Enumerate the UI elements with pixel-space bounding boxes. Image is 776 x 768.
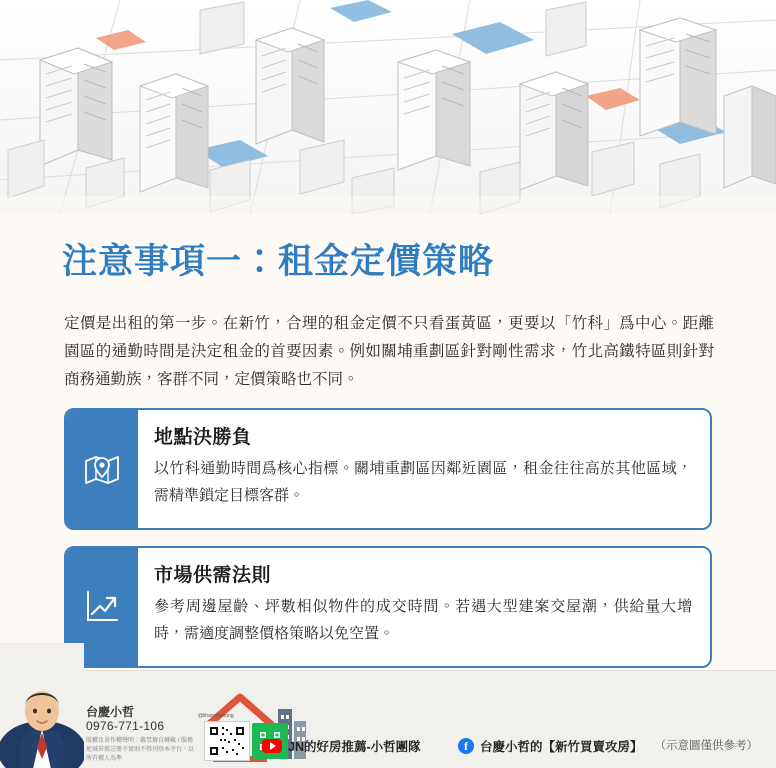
info-card-supply-demand (64, 546, 712, 668)
card-heading: 市場供需法則 (154, 565, 272, 586)
qr-handle-label: @lihaoxinzhong (198, 713, 234, 719)
facebook-label: 台慶小哲的【新竹買賣攻房】 (480, 740, 643, 754)
map-pin-icon (82, 449, 122, 489)
card-body (138, 410, 710, 528)
page-title: 注意事項一：租金定價策略 (62, 242, 495, 281)
agent-avatar (0, 643, 84, 768)
qr-code[interactable] (204, 721, 250, 761)
info-card-location (64, 408, 712, 530)
intro-paragraph: 定價是出租的第一步。在新竹，合理的租金定價不只看蛋黃區，更要以「竹科」爲中心。距離園區的通勤時間是決定租金的首要因素。例如關埔重劃區針對剛性需求，竹北高鐵特區則針對商務通勤族，客群不同，定價策略也不同。 (64, 315, 714, 388)
agent-phone: 0976-771-106 (86, 719, 165, 733)
card-heading: 地點決勝負 (154, 427, 252, 448)
facebook-link[interactable] (458, 737, 643, 755)
youtube-icon (262, 739, 282, 753)
agent-name: 台慶小哲 (86, 705, 135, 719)
hero-city-illustration (0, 0, 776, 214)
card-text: 以竹科通勤時間爲核心指標。關埔重劃區因鄰近園區，租金往往高於其他區域，需精準鎖定目標客群。 (154, 460, 692, 504)
card-icon-container (66, 410, 138, 528)
youtube-label: JN的好房推薦-小哲團隊 (288, 740, 421, 754)
footer-note: （示意圖僅供參考） (654, 740, 758, 752)
growth-chart-icon (82, 587, 122, 627)
card-body (138, 548, 710, 666)
footer-bar (0, 670, 776, 768)
card-text: 參考周邊屋齡、坪數相似物件的成交時間。若遇大型建案交屋潮，供給量大增時，需適度調整價格策略以免空置。 (154, 598, 692, 642)
facebook-icon: f (458, 738, 474, 754)
disclaimer-text: 版權及著作權聲明：嚴禁擅自轉載 / 服務地域若需註冊不實則不得刊登本平台，以所有權人為準 (86, 738, 195, 762)
youtube-link[interactable] (262, 737, 421, 755)
